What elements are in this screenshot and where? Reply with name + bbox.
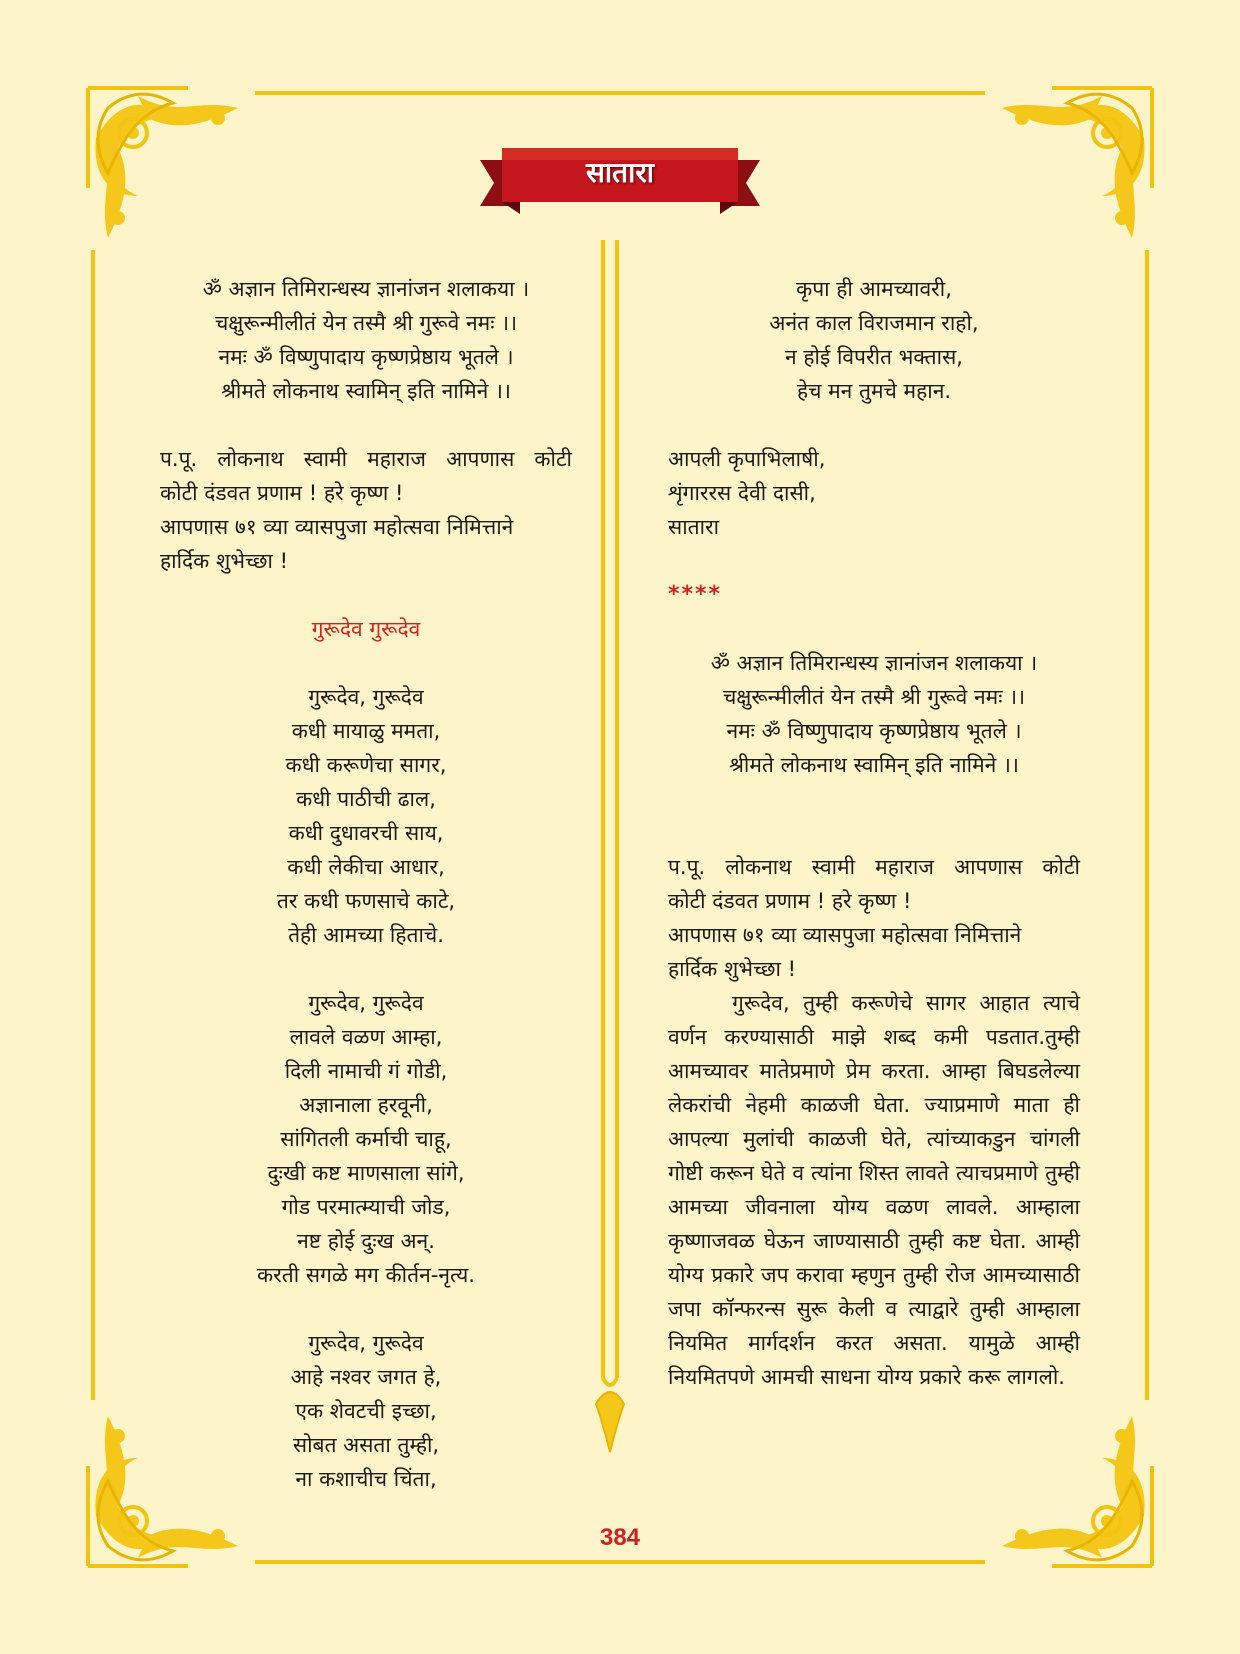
shloka-line: चक्षुरून्मीलीतं येन तस्मै श्री गुरूवे नमः ।।	[722, 685, 1026, 709]
poem-line: तेही आमच्या हिताचे.	[288, 923, 444, 947]
poem-line: कृपा ही आमच्यावरी,	[796, 277, 952, 301]
poem-line: दुःखी कष्ट माणसाला सांगे,	[267, 1161, 465, 1185]
poem-line: न होई विपरीत भक्तास,	[785, 345, 963, 369]
message-paragraph: गुरूदेव, तुम्ही करूणेचे सागर आहात त्याचे वर्णन करण्यासाठी माझे शब्द कमी पडतात.तुम्ही आमच्यावर मातेप्रमाणे प्रेम करता. आम्हा बिघडलेल्या लेकरांची नेहमी काळजी घेता. ज्याप्रमाणे माता ही आपल्या मुलांची काळजी घेते, त्यांच्याकडुन चांगली गोष्टी करून घेते व त्यांना शिस्त लावते त्याचप्रमाणे तुम्ही आमच्या जीवनाला योग्य वळण लावले. आम्हाला कृष्णाजवळ घेऊन जाण्यासाठी तुम्ही कष्ट घेता. आम्ही योग्य प्रकारे जप करावा म्हणुन तुम्ही रोज आमच्यासाठी जपा कॉन्फरन्स सुरू केली व त्याद्वारे तुम्ही आम्हाला नियमित मार्गदर्शन करत असता. यामुळे आम्ही नियमितपणे आमची साधना योग्य प्रकारे करू लागलो.	[668, 991, 1080, 1389]
poem-line: गुरूदेव, गुरूदेव	[308, 1331, 424, 1355]
shloka-block	[160, 272, 572, 408]
poem-line: गुरूदेव, गुरूदेव	[308, 991, 424, 1015]
poem-line: कधी दुधावरची साय,	[288, 821, 444, 845]
shloka-line: नमः ॐ विष्णुपादाय कृष्णप्रेष्ठाय भूतले ।	[218, 345, 514, 369]
shloka-line: ॐ अज्ञान तिमिरान्धस्य ज्ञानांजन शलाकया ।	[202, 277, 530, 301]
shloka-line: श्रीमते लोकनाथ स्वामिन् इति नामिने ।।	[729, 753, 1019, 777]
banner-title: सातारा	[585, 156, 655, 189]
greeting-line: प.पू. लोकनाथ स्वामी महाराज आपणास कोटी	[668, 855, 1080, 879]
poem-line: गुरूदेव, गुरूदेव	[308, 685, 424, 709]
page-number: 384	[599, 1524, 641, 1551]
poem-stanza-4	[668, 272, 1080, 408]
poem-line: कधी करूणेचा सागर,	[285, 753, 447, 777]
greeting-block	[668, 850, 1080, 986]
poem-stanza-3	[160, 1326, 572, 1496]
poem-line: सांगितली कर्माची चाहू,	[280, 1127, 452, 1151]
left-column	[160, 272, 572, 1496]
poem-stanza-2	[160, 986, 572, 1292]
greeting-line: हार्दिक शुभेच्छा !	[668, 957, 797, 981]
signature-line: शृंगाररस देवी दासी,	[668, 481, 816, 505]
signature-line: सातारा	[668, 515, 720, 539]
greeting-line: कोटी दंडवत प्रणाम ! हरे कृष्ण !	[668, 889, 912, 913]
greeting-line: आपणास ७१ व्या व्यासपुजा महोत्सवा निमित्ताने	[160, 515, 514, 539]
shloka-line: नमः ॐ विष्णुपादाय कृष्णप्रेष्ठाय भूतले ।	[726, 719, 1022, 743]
poem-line: करती सगळे मग कीर्तन-नृत्य.	[257, 1263, 475, 1287]
signature-line: आपली कृपाभिलाषी,	[668, 447, 826, 471]
shloka-block	[668, 646, 1080, 782]
poem-line: एक शेवटची इच्छा,	[295, 1399, 437, 1423]
shloka-line: ॐ अज्ञान तिमिरान्धस्य ज्ञानांजन शलाकया ।	[710, 651, 1038, 675]
poem-stanza-1	[160, 680, 572, 952]
separator-stars: ****	[668, 582, 723, 607]
poem-line: हेच मन तुमचे महान.	[796, 379, 952, 403]
poem-line: लावले वळण आम्हा,	[289, 1025, 443, 1049]
shloka-line: चक्षुरून्मीलीतं येन तस्मै श्री गुरूवे नमः ।।	[214, 311, 518, 335]
right-column	[668, 272, 1080, 1394]
greeting-line: प.पू. लोकनाथ स्वामी महाराज आपणास कोटी	[160, 447, 572, 471]
greeting-line: हार्दिक शुभेच्छा !	[160, 549, 289, 573]
poem-line: आहे नश्वर जगत हे,	[290, 1365, 442, 1389]
poem-line: कधी लेकीचा आधार,	[287, 855, 445, 879]
poem-line: दिली नामाची गं गोडी,	[284, 1059, 448, 1083]
shloka-line: श्रीमते लोकनाथ स्वामिन् इति नामिने ।।	[221, 379, 511, 403]
greeting-line: कोटी दंडवत प्रणाम ! हरे कृष्ण !	[160, 481, 404, 505]
greeting-line: आपणास ७१ व्या व्यासपुजा महोत्सवा निमित्ताने	[668, 923, 1022, 947]
greeting-block	[160, 442, 572, 578]
poem-line: गोड परमात्म्याची जोड,	[281, 1195, 451, 1219]
poem-title: गुरूदेव गुरूदेव	[311, 617, 421, 641]
poem-line: नष्ट होई दुःख अन्.	[297, 1229, 435, 1253]
poem-line: ना कशाचीच चिंता,	[295, 1467, 437, 1491]
signature-block	[668, 442, 1080, 544]
poem-line: अज्ञानाला हरवूनी,	[299, 1093, 433, 1117]
poem-line: कधी पाठीची ढाल,	[296, 787, 436, 811]
poem-line: तर कधी फणसाचे काटे,	[276, 889, 456, 913]
poem-line: अनंत काल विराजमान राहो,	[769, 311, 979, 335]
poem-line: कधी मायाळु ममता,	[291, 719, 441, 743]
title-banner	[480, 142, 760, 220]
poem-line: सोबत असता तुम्ही,	[292, 1433, 440, 1457]
